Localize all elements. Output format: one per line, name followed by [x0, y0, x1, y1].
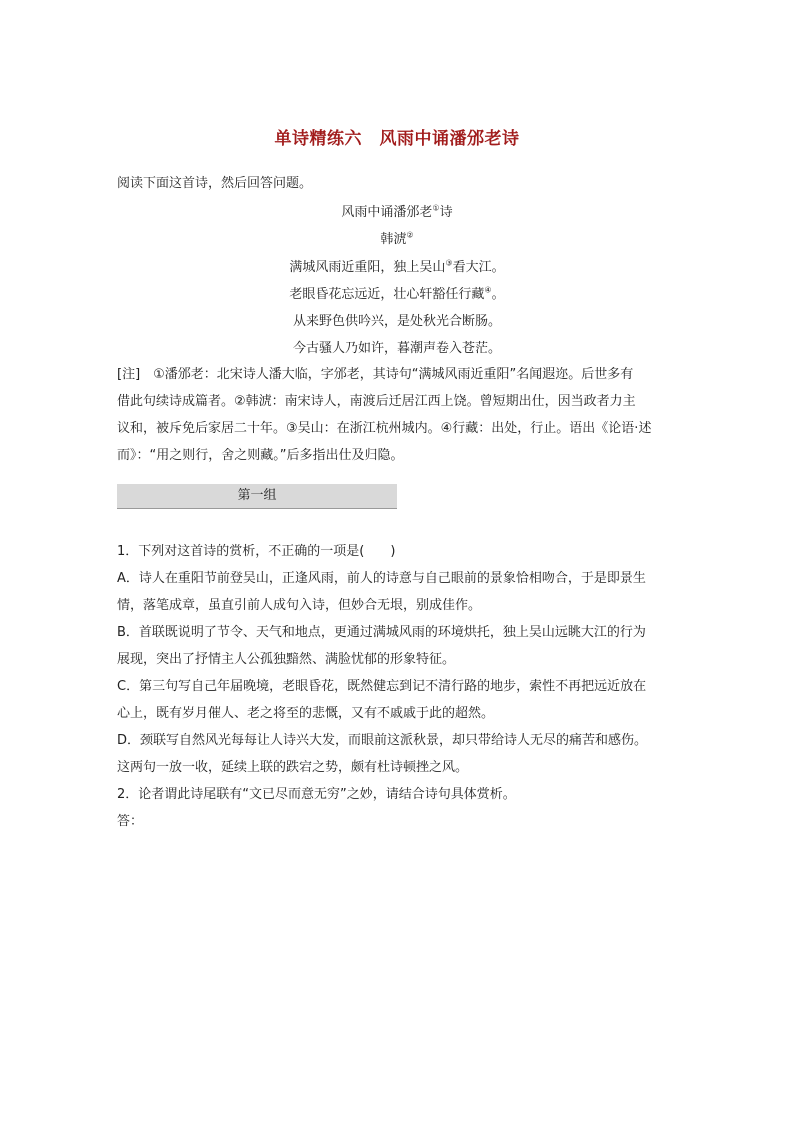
- option-a-line: 情，落笔成章，虽直引前人成句入诗，但妙合无垠，别成佳作。: [117, 598, 482, 613]
- section-header: 第一组: [117, 484, 397, 509]
- poem-line: [0, 256, 794, 275]
- option-d-line: D．颈联写自然风光每每让人诗兴大发，而眼前这派秋景，却只带给诗人无尽的痛苦和感伤。: [117, 733, 648, 748]
- instruction-text: 阅读下面这首诗，然后回答问题。: [117, 176, 313, 191]
- poem-line: [0, 310, 794, 329]
- page-title: 单诗精练六 风雨中诵潘邠老诗: [274, 129, 520, 149]
- footnote-marker: ④: [484, 285, 492, 295]
- poem-author: [0, 228, 794, 247]
- footnote-marker: ①: [432, 203, 440, 213]
- poem-line-text: 今古骚人乃如许，暮潮声卷入苍茫。: [292, 341, 501, 356]
- option-b-line: 展现，突出了抒情主人公孤独黯然、满脸忧郁的形象特征。: [117, 652, 456, 667]
- footnote-line: 借此句续诗成篇者。②韩淲：南宋诗人，南渡后迁居江西上饶。曾短期出仕，因当政者力主: [117, 394, 636, 409]
- question-2: 2．论者谓此诗尾联有“文已尽而意无穷”之妙，请结合诗句具体赏析。: [117, 787, 516, 802]
- answer-label: 答：: [117, 814, 144, 829]
- poem-title: [0, 201, 794, 220]
- footnotes: [117, 361, 677, 469]
- poem-line-text: 。: [491, 287, 505, 302]
- option-c-line: C．第三句写自己年届晚境，老眼昏花，既然健忘到记不清行路的地步，索性不再把远近放在: [117, 679, 647, 694]
- poem-line: [0, 283, 794, 302]
- footnote-line: [注] ①潘邠老：北宋诗人潘大临，字邠老，其诗句“满城风雨近重阳”名闻遐迩。后世多有: [117, 367, 634, 382]
- question-1: 1．下列对这首诗的赏析，不正确的一项是( ): [117, 544, 396, 559]
- option-a-line: A．诗人在重阳节前登吴山，正逢风雨，前人的诗意与自己眼前的景象恰相吻合，于是即景生: [117, 571, 646, 586]
- footnote-line: 而》：“用之则行，舍之则藏。”后多指出仕及归隐。: [117, 448, 404, 463]
- option-b-line: B．首联既说明了节令、天气和地点，更通过满城风雨的环境烘托，独上吴山远眺大江的行为: [117, 625, 646, 640]
- poem-title-suffix: 诗: [439, 205, 453, 220]
- poem-line-text: 满城风雨近重阳，独上吴山: [289, 260, 446, 275]
- poem-title-text: 风雨中诵潘邠老: [341, 205, 433, 220]
- option-d-line: 这两句一放一收，延续上联的跌宕之势，颇有杜诗顿挫之风。: [117, 760, 469, 775]
- poem-line: [0, 337, 794, 356]
- poem-line-text: 老眼昏花忘远近，壮心轩豁任行藏: [289, 287, 485, 302]
- footnote-marker: ②: [406, 230, 414, 240]
- poem-line-text: 看大江。: [452, 260, 505, 275]
- option-c-line: 心上，既有岁月催人、老之将至的悲慨，又有不戚戚于此的超然。: [117, 706, 495, 721]
- footnote-marker: ③: [445, 258, 453, 268]
- poem-line-text: 从来野色供吟兴，是处秋光合断肠。: [292, 314, 501, 329]
- poem-author-name: 韩淲: [380, 232, 407, 247]
- footnote-line: 议和，被斥免后家居二十年。③吴山：在浙江杭州城内。④行藏：出处，行止。语出《论语·述: [117, 421, 652, 436]
- questions-block: [117, 538, 682, 835]
